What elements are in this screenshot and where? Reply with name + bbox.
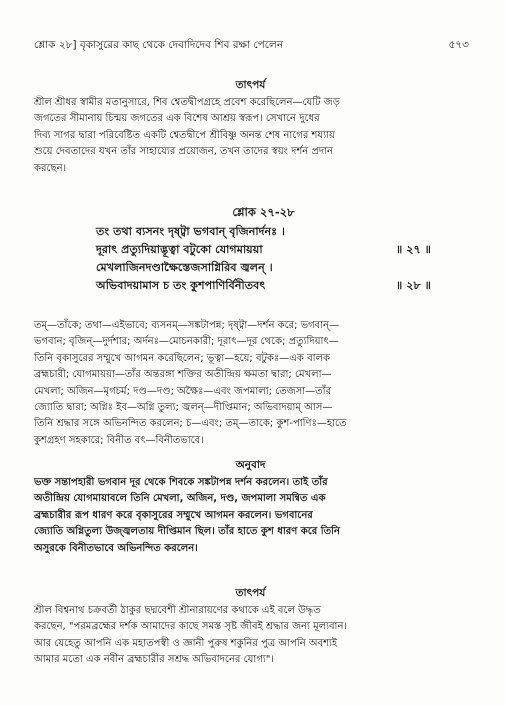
chapter-header: শ্লোক ২৮] বৃকাসুরের কাছ থেকে দেবাদিদেব শিব রক্ষা পেলেন — [34, 39, 284, 51]
text-line: করছেন, "পরমব্রহ্মের দর্শক আমাদের কাছে সমস্ত সৃষ্ট জীবই শ্রদ্ধার জন্য মূল্যবান। — [34, 621, 347, 633]
translation-line: জ্যোতি অগ্নিতুল্য উজ্জ্বলতায় দীপ্তিমান ছিল। তাঁর হাতে কুশ ধারণ করে তিনি — [34, 526, 340, 538]
synonym-line: কুশগ্রহণ সহকারে; বিনীত বৎ—বিনীতভাবে। — [34, 434, 204, 446]
text-line: আমার মতো এক নবীন ব্রহ্মচারীর সশ্রদ্ধ অভিবাদনের যোগ্য"। — [34, 654, 274, 666]
text-line: দিব্য সাগর দ্বারা পরিবেষ্টিত একটি শ্বেতদ্বীপে শ্রীবিষ্ণু অনন্ত শেষ নাগের শয্যায় — [34, 129, 335, 141]
text-line: করছেন। — [34, 162, 67, 174]
translation-line: অতীন্দ্রিয় যোগমায়াবলে তিনি মেখলা, অজিন, দণ্ড, জপমালা সমন্বিত এক — [34, 493, 326, 505]
verse-line — [96, 277, 431, 295]
page-number: ৫৭৩ — [448, 39, 469, 51]
text-line: জগতের সীমানায় চিন্ময় জগতের এক বিশেষ আশ্রয় স্বরূপ। সেখানে দুধের — [34, 113, 320, 125]
synonym-line: তিনি বৃকাসুরের সম্মুখে আগমন করেছিলেন; ভূত্বা—হয়ে; বটুকঃ—এক বালক — [34, 352, 330, 364]
verse-line-text: দূরাৎ প্রত্যুদিয়াদ্ভূত্বা বটুকো যোগমায়য়া — [96, 243, 263, 256]
running-header — [34, 38, 469, 52]
verse-number: ॥ ২৭ ॥ — [396, 243, 431, 256]
translation-line: অসুরকে বিনীতভাবে অভিনন্দিত করলেন। — [34, 542, 198, 554]
synonyms-section — [34, 318, 467, 449]
purport-title: তাৎপর্য — [235, 587, 266, 599]
purport-section-2 — [34, 586, 467, 669]
synonym-line: ব্রহ্মচারী; যোগমায়য়া—তাঁর অন্তরঙ্গা শক্তির অতীন্দ্রিয় ক্ষমতা দ্বারা; মেখলা— — [34, 369, 332, 381]
verse-line-text: মেখলাজিনদণ্ডাক্ষৈস্তেজসাগ্নিরিব জ্বলন্ । — [96, 261, 273, 274]
synonym-line: ভগবান; বৃজিন্—দুর্দশার; অর্দনঃ—মোচনকারী; দূরাৎ—দূর থেকে; প্রত্যুদিয়াৎ— — [34, 336, 339, 348]
text-line: শ্রীল বিশ্বনাথ চক্রবর্তী ঠাকুর ছদ্মবেশী শ্রীনারায়ণের কথাকে এই বলে উদ্ধৃত — [34, 605, 321, 616]
verse-heading: শ্লোক ২৭-২৮ — [232, 205, 295, 219]
purport-title: তাৎপর্য — [235, 79, 266, 91]
synonym-line: তম্—তাঁকে; তথা—এইভাবে; ব্যসনম্—সঙ্কটাপন্ন; দৃষ্ট্বা—দর্শন করে; ভগবান্— — [34, 320, 340, 331]
translation-section — [34, 458, 467, 557]
verse-line — [96, 241, 431, 259]
text-line: শ্রীল শ্রীধর স্বামীর মতানুসারে, শিব শ্বেতদ্বীপগ্রহে প্রবেশ করেছিলেন—যেটি জড় — [34, 97, 340, 108]
synonym-line: তিনি শ্রদ্ধার সঙ্গে অভিনন্দিত করলেন; চ—এবং; তম্—তাকে; কুশ-পাণিঃ—হাতে — [34, 418, 347, 430]
verse-line — [96, 223, 431, 241]
translation-title: অনুবাদ — [235, 459, 266, 471]
verse-number: ॥ ২৮ ॥ — [396, 279, 431, 292]
verse-line — [96, 259, 431, 277]
synonym-line: মেখলা; অজিন—মৃগচর্ম; দণ্ড—দণ্ড; অক্ষৈঃ—এবং জপমালা; তেজসা—তাঁর — [34, 385, 332, 397]
verse-line-text: তং তথা ব্যসনং দৃষ্ট্বা ভগবান্ বৃজিনার্দনঃ । — [96, 225, 286, 238]
translation-line: ব্রহ্মচারীর রূপ ধারণ করে বৃকাসুরের সম্মুখে আগমন করলেন। ভগবানের — [34, 509, 313, 521]
verse-text — [96, 223, 431, 295]
verse-line-text: অভিবাদয়ামাস চ তং কুশপাণির্বিনীতবৎ — [96, 279, 266, 292]
verse-section — [96, 204, 431, 295]
translation-line: ভক্ত সন্তাপহারী ভগবান দূর থেকে শিবকে সঙ্কটাপন্ন দর্শন করলেন। তাই তাঁর — [34, 477, 328, 488]
synonym-line: জ্যোতি দ্বারা; অগ্নিঃ ইব—অগ্নি তুল্য; জ্বলন্—দীপ্তিমান; অভিবাদয়াম্ আস— — [34, 402, 333, 414]
text-line: শুয়ে দেবতাদের যখন তাঁর সাহায্যের প্রয়োজন, তখন তাদের স্বয়ং দর্শন প্রদান — [34, 146, 333, 158]
text-line: আর যেহেতু আপনি এক মহাতপস্বী ও জ্ঞানী পুরুষ শকুনির পুত্র আপনি অবশ্যই — [34, 637, 338, 649]
purport-section-1 — [34, 78, 467, 177]
